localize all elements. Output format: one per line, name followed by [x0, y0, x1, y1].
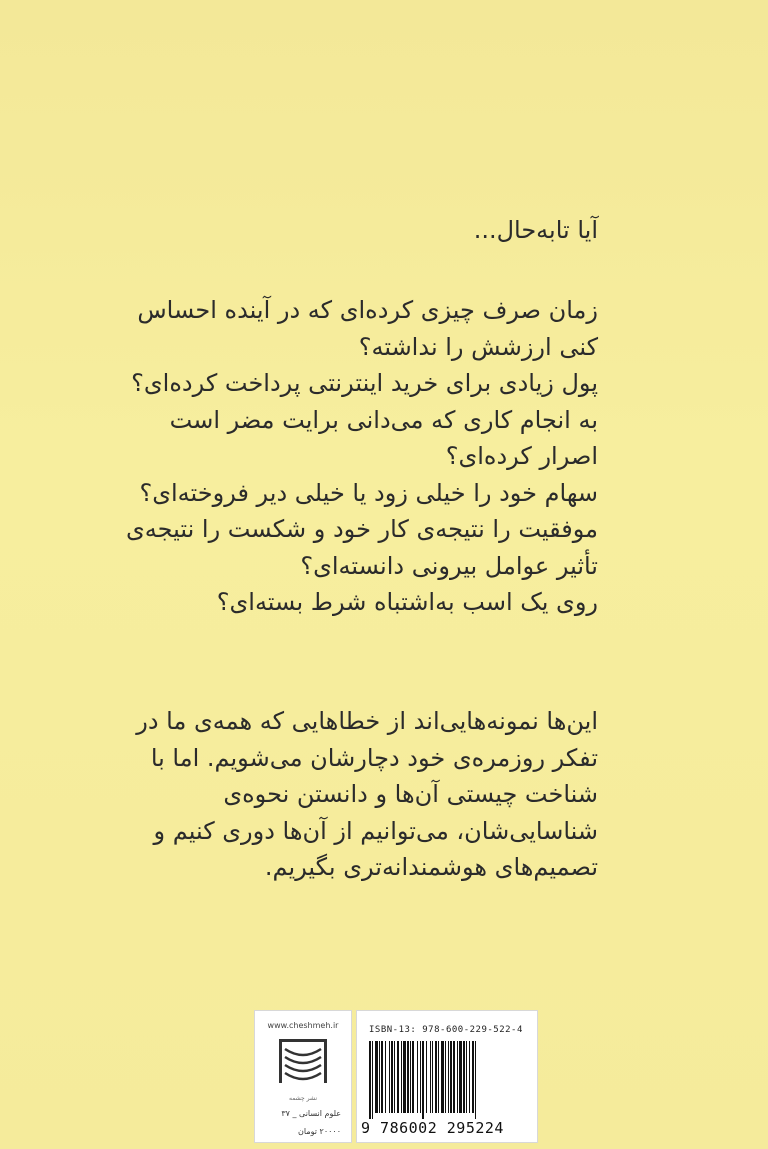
barcode-bar — [403, 1041, 406, 1113]
barcode-digits: 9 786002 295224 — [361, 1119, 504, 1137]
publisher-url: www.cheshmeh.ir — [267, 1021, 339, 1030]
publisher-label — [254, 1010, 352, 1143]
publisher-name: نشر چشمه — [289, 1095, 317, 1102]
barcode-bar — [394, 1041, 395, 1113]
barcode-icon — [369, 1041, 525, 1119]
intro-text — [128, 212, 598, 249]
closing-line: شناخت چیستی آن‌ها و دانستن نحوه‌ی — [223, 780, 598, 808]
question-line: تأثیر عوامل بیرونی دانسته‌ای؟ — [300, 551, 598, 580]
barcode-bar — [417, 1041, 418, 1113]
isbn-text: ISBN-13: 978-600-229-522-4 — [369, 1025, 523, 1035]
barcode-bar — [410, 1041, 411, 1113]
barcode-bar — [453, 1041, 455, 1113]
barcode-bar — [430, 1041, 431, 1113]
barcode-bar — [389, 1041, 390, 1113]
barcode-bar — [420, 1041, 421, 1113]
barcode-bar — [466, 1041, 467, 1113]
barcode-bar — [432, 1041, 433, 1113]
barcode-bar — [426, 1041, 427, 1113]
closing-line: این‌ها نمونه‌هایی‌اند از خطاهایی که همه‌ی ما در — [136, 707, 598, 735]
barcode-bar — [457, 1041, 458, 1113]
questions-paragraph — [125, 292, 598, 621]
question-line: کنی ارزشش را نداشته؟ — [358, 332, 598, 361]
barcode-bar — [472, 1041, 474, 1113]
barcode-bar — [448, 1041, 449, 1113]
question-line: روی یک اسب به‌اشتباه شرط بسته‌ای؟ — [216, 588, 598, 616]
closing-line: تصمیم‌های هوشمندانه‌تری بگیریم. — [264, 853, 598, 881]
publisher-logo-icon — [275, 1035, 331, 1091]
barcode-bar — [372, 1041, 373, 1119]
barcode-bar — [445, 1041, 446, 1113]
barcode-bar — [407, 1041, 409, 1113]
question-line: پول زیادی برای خرید اینترنتی پرداخت کرده‌ای؟ — [131, 369, 598, 397]
intro-line: آیا تابه‌حال... — [473, 216, 598, 244]
barcode-bar — [469, 1041, 470, 1113]
closing-line: تفکر روزمره‌ی خود دچارشان می‌شویم. اما با — [150, 743, 598, 772]
barcode-bar — [391, 1041, 393, 1113]
question-line: به انجام کاری که می‌دانی برایت مضر است — [169, 405, 598, 434]
barcode-bar — [438, 1041, 439, 1113]
barcode-bar — [397, 1041, 399, 1113]
question-line: سهام خود را خیلی زود یا خیلی دیر فروخته‌ای؟ — [139, 478, 598, 507]
barcode-bar — [381, 1041, 383, 1113]
price-label: ۲۰۰۰۰ تومان — [298, 1127, 341, 1136]
barcode-bar — [379, 1041, 380, 1113]
barcode-bar — [475, 1041, 476, 1119]
closing-line: شناسایی‌شان، می‌توانیم از آن‌ها دوری کنیم و — [153, 816, 598, 845]
barcode-bar — [459, 1041, 462, 1113]
closing-paragraph — [128, 703, 598, 886]
series-label: علوم انسانی _ ۳۷ — [281, 1109, 341, 1118]
barcode-bar — [441, 1041, 444, 1113]
barcode-bar — [435, 1041, 437, 1113]
barcode-bar — [450, 1041, 452, 1113]
barcode-label — [356, 1010, 538, 1143]
question-line: موفقیت را نتیجه‌ی کار خود و شکست را نتیجه‌ی — [125, 515, 598, 543]
barcode-bar — [401, 1041, 402, 1113]
question-line: اصرار کرده‌ای؟ — [445, 442, 598, 470]
barcode-bar — [412, 1041, 414, 1113]
question-line: زمان صرف چیزی کرده‌ای که در آینده احساس — [137, 296, 598, 324]
barcode-bar — [463, 1041, 465, 1113]
barcode-bar — [375, 1041, 378, 1113]
barcode-bar — [385, 1041, 386, 1113]
barcode-bar — [422, 1041, 424, 1119]
barcode-bar — [369, 1041, 371, 1119]
